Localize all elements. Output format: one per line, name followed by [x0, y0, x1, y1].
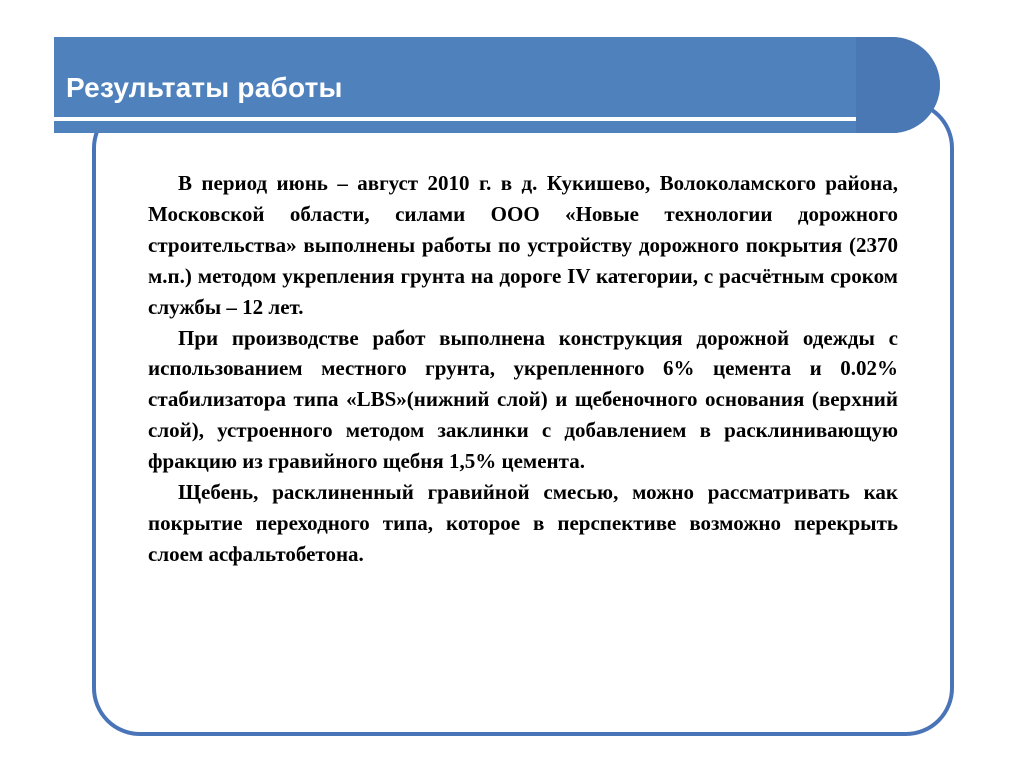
- slide-body: [148, 168, 898, 570]
- paragraph-3: Щебень, расклиненный гравийной смесью, можно рассматривать как покрытие переходного типа, которое в перспективе возможно перекрыть слоем асфальтобетона.: [148, 480, 898, 566]
- paragraph-2: При производстве работ выполнена конструкция дорожной одежды с использованием местного грунта, укрепленного 6% цемента и 0.02% стабилизатора типа «LBS»(нижний слой) и щебеночного основания (верхний слой), устроенного методом заклинки с добавлением в расклинивающую фракцию из гравийного щебня 1,5% цемента.: [148, 325, 898, 474]
- slide-title: Результаты работы: [66, 72, 343, 103]
- title-underline-bar: [54, 121, 856, 133]
- paragraph-1: В период июнь – август 2010 г. в д. Кукишево, Волоколамского района, Московской области, силами ООО «Новые технологии дорожного строительства» выполнены работы по устройству дорожного покрытия (2370 м.п.) методом укрепления грунта на дороге IV категории, с расчётным сроком службы – 12 лет.: [148, 171, 898, 319]
